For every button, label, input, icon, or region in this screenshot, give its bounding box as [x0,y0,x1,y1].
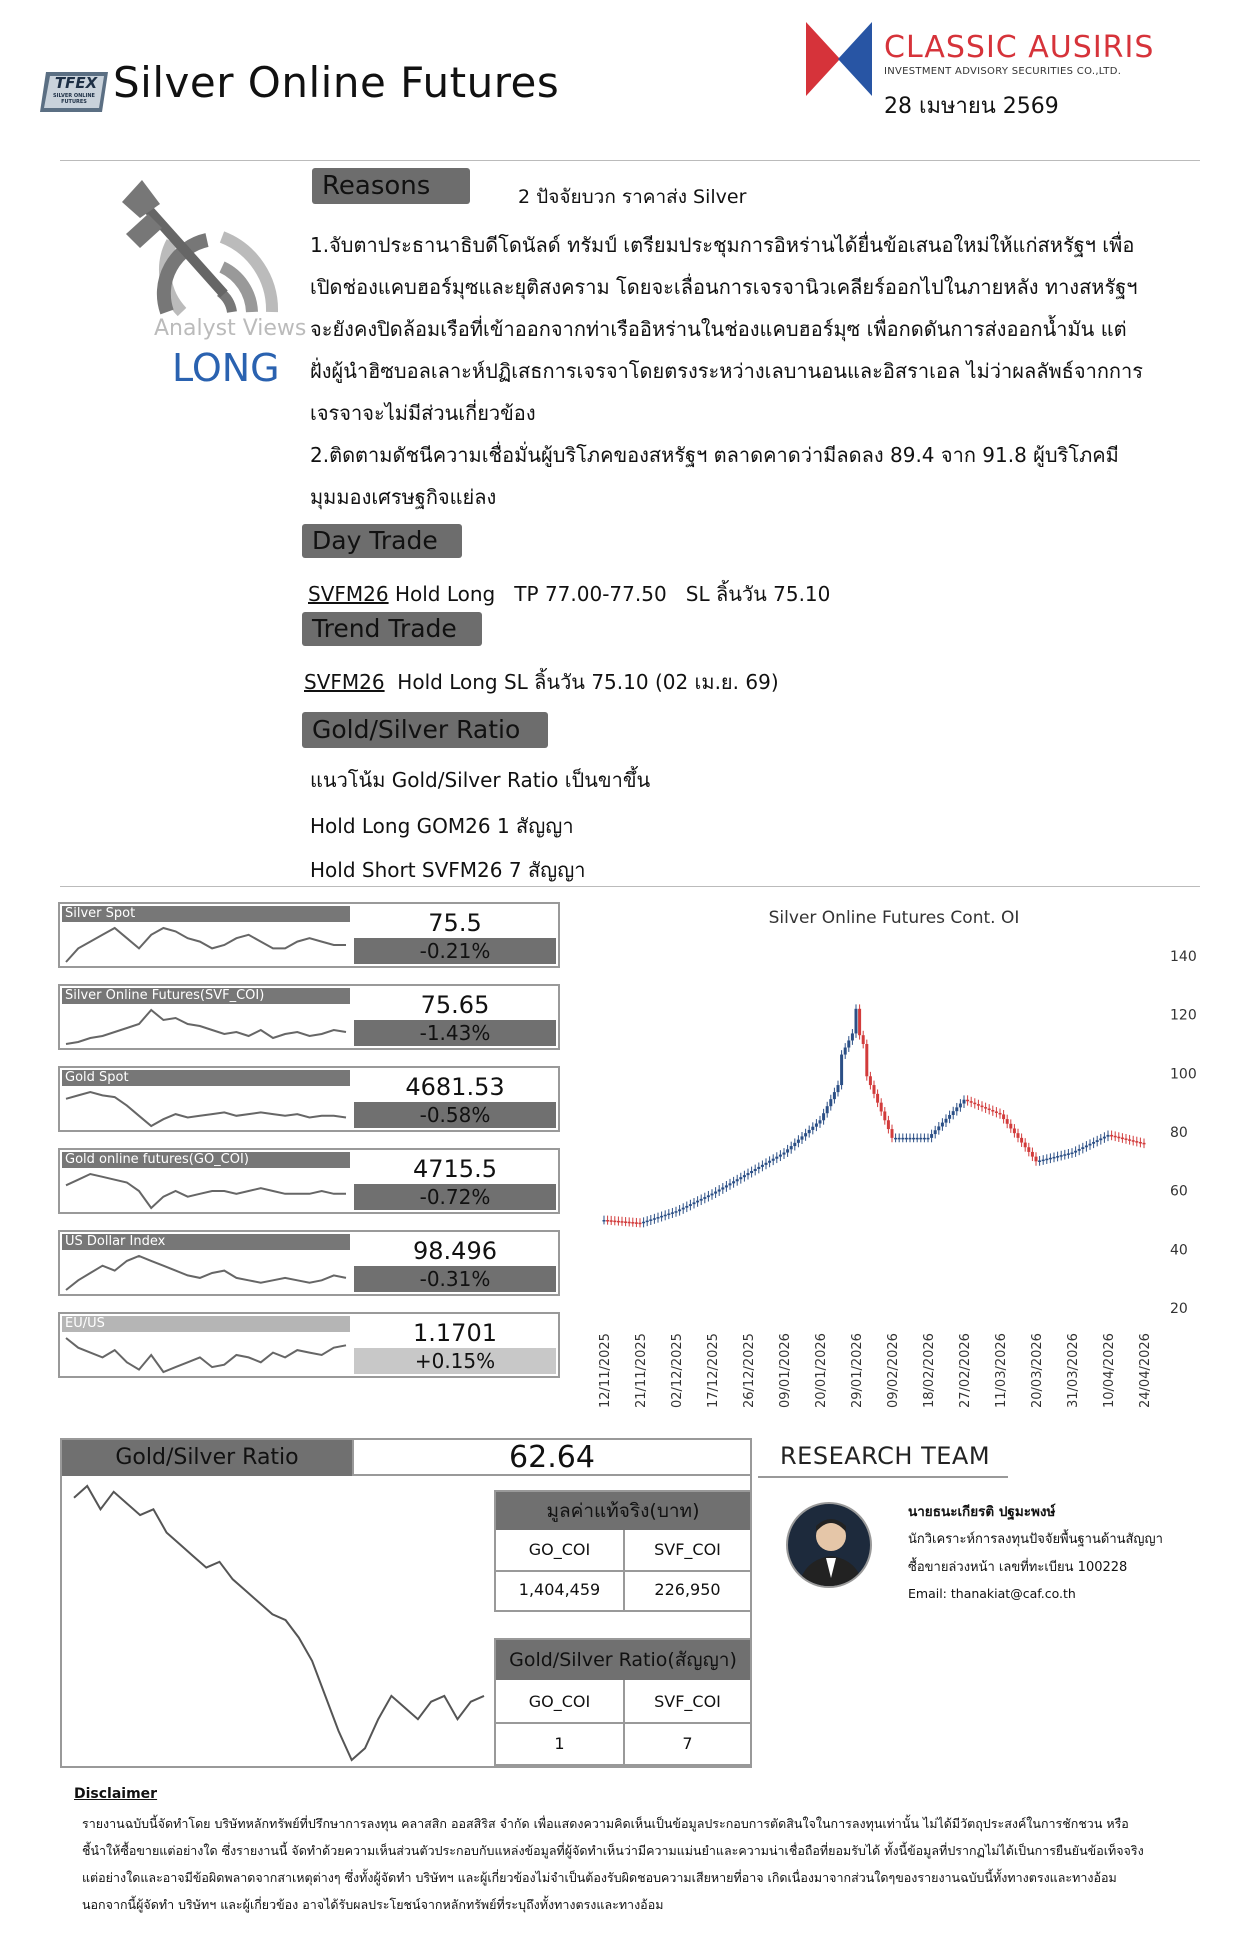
oi-candle [743,1175,746,1177]
oi-candle [945,1119,948,1123]
oi-y-tick: 80 [1170,1125,1188,1141]
oi-candle [934,1130,937,1134]
oi-y-tick: 120 [1170,1007,1197,1024]
oi-candle [855,1009,858,1034]
oi-candle [624,1221,627,1223]
oi-candle [747,1173,750,1175]
oi-candle [963,1100,966,1104]
day-trade-symbol: SVFM26 [308,582,389,606]
quote-sparkline [64,1004,348,1048]
oi-candle [675,1211,678,1213]
oi-candle [873,1085,876,1094]
oi-candle [840,1055,843,1086]
oi-candle [1045,1159,1048,1161]
oi-candle [959,1104,962,1108]
oi-candle [977,1104,980,1106]
oi-candle [1114,1136,1117,1138]
oi-candle [905,1138,908,1140]
target-icon [112,172,302,322]
quote-sparkline-line [66,1174,346,1208]
oi-candle [664,1215,667,1217]
reasons-label: Reasons [312,168,470,204]
oi-x-tick: 29/01/2026 [850,1333,865,1408]
quote-panel [58,1066,560,1132]
oi-candle [754,1169,757,1171]
ratio-contracts-val2: 7 [682,1734,693,1753]
research-divider [758,1476,1008,1478]
oi-candle [984,1107,987,1109]
oi-candle [1085,1145,1088,1147]
oi-candle [973,1103,976,1105]
oi-candle [646,1221,649,1223]
quote-name: EU/US [62,1316,350,1332]
oi-candle [862,1035,865,1044]
oi-candle [783,1153,786,1155]
oi-candle [617,1221,620,1223]
oi-candle [761,1165,764,1167]
report-date: 28 เมษายน 2569 [884,94,1059,119]
oi-candle [1132,1140,1135,1142]
oi-candle [1107,1135,1110,1137]
oi-candle [1128,1139,1131,1141]
oi-candle [660,1216,663,1218]
oi-candle [887,1120,890,1129]
oi-x-tick: 31/03/2026 [1066,1333,1081,1408]
oi-candle [768,1161,771,1163]
oi-candle [678,1209,681,1211]
header-divider [60,160,1200,161]
ratio-contracts-col2: SVF_COI [654,1692,721,1711]
analyst-name: นายธนะเกียรติ ปฐมะพงษ์ [908,1504,1056,1520]
reason-line: เจรจาจะไม่มีส่วนเกี่ยวข้อง [310,401,536,425]
fair-value-title: มูลค่าแท้จริง(บาท) [496,1492,750,1530]
oi-candle [671,1212,674,1214]
quote-panel [58,1312,560,1378]
tfex-badge-text: TFEX [54,74,98,92]
oi-x-tick: 27/02/2026 [958,1333,973,1408]
oi-x-tick: 21/11/2025 [634,1333,649,1408]
oi-candle [801,1136,804,1139]
oi-chart [574,896,1204,1416]
company-logo-subtitle: INVESTMENT ADVISORY SECURITIES CO.,LTD. [884,66,1122,77]
oi-candle [1117,1137,1120,1139]
quote-panel [58,984,560,1050]
ratio-strategy-line: แนวโน้ม Gold/Silver Ratio เป็นขาขึ้น [310,768,651,792]
quote-change: -0.58% [354,1102,556,1128]
oi-candle [685,1206,688,1208]
oi-candle [981,1106,984,1108]
ratio-strategy-label: Gold/Silver Ratio [302,712,548,748]
oi-candle [1143,1143,1146,1145]
oi-candle [1060,1155,1063,1157]
oi-candle [682,1208,685,1210]
oi-candle [999,1113,1002,1115]
oi-chart-plot [574,896,1204,1416]
oi-candle [1063,1154,1066,1156]
oi-candle [628,1222,631,1224]
oi-y-tick: 140 [1170,949,1197,965]
oi-candle [1081,1147,1084,1149]
quote-sparkline-line [66,1338,346,1372]
day-trade-text: Hold Long TP 77.00-77.50 SL ลิ้นวัน 75.10 [388,582,831,606]
disclaimer-line: แต่อย่างใดและอาจมีข้อผิดพลาดจากสาเหตุต่างๆ ซึ่งทั้งผู้จัดทำ บริษัทฯ และผู้เกี่ยวข้องไม่จำเป็นต้องรับผิดชอบความเสียหายที่อาจ เกิดเนื่องมาจากส่วนใดๆของรายงานฉบับนี้ทั้งทางตรงและทางอ้อม [82,1870,1117,1885]
oi-chart-title: Silver Online Futures Cont. OI [768,908,1020,928]
quote-sparkline [64,1250,348,1294]
oi-candle [718,1189,721,1191]
quote-value: 75.65 [420,991,490,1019]
oi-candle [1067,1153,1070,1155]
oi-candle [689,1204,692,1206]
analyst-views-caption: Analyst Views [154,316,307,341]
oi-candle [729,1183,732,1185]
oi-x-tick: 20/01/2026 [814,1333,829,1408]
quote-sparkline-line [66,1010,346,1044]
oi-candle [1135,1141,1138,1143]
oi-y-tick: 100 [1170,1066,1197,1083]
quote-change: +0.15% [354,1348,556,1374]
oi-candle [930,1134,933,1138]
oi-x-tick: 02/12/2025 [670,1333,685,1408]
quote-sparkline-line [66,1092,346,1126]
oi-candle [988,1109,991,1111]
fair-value-val1: 1,404,459 [518,1580,601,1599]
oi-candle [714,1192,717,1194]
oi-candle [1071,1153,1074,1155]
oi-candle [995,1111,998,1113]
oi-candle [804,1133,807,1136]
page-title: Silver Online Futures [113,58,560,107]
ratio-box-value: 62.64 [352,1440,750,1476]
ratio-contracts-col1: GO_COI [528,1692,591,1711]
oi-candle [613,1221,616,1223]
oi-candle [1078,1149,1081,1151]
tfex-badge [38,68,110,116]
oi-candle [639,1223,642,1225]
oi-candle [606,1220,609,1222]
oi-candle [919,1138,922,1140]
oi-x-tick: 09/01/2026 [778,1333,793,1408]
oi-candle [635,1222,638,1224]
oi-candle [757,1167,760,1169]
oi-candle [952,1111,955,1115]
oi-candle [1103,1137,1106,1139]
section-divider [60,886,1200,887]
reasons-heading: 2 ปัจจัยบวก ราคาส่ง Silver [518,186,747,208]
quote-panel [58,1148,560,1214]
quote-name: US Dollar Index [62,1234,350,1250]
oi-candle [786,1149,789,1152]
trend-trade-label: Trend Trade [302,612,482,646]
oi-candle [603,1220,606,1222]
oi-candle [1092,1142,1095,1144]
quote-name: Silver Spot [62,906,350,922]
oi-candle [725,1185,728,1187]
oi-candle [894,1138,897,1140]
oi-candle [1049,1158,1052,1160]
oi-candle [739,1177,742,1179]
quote-sparkline [64,922,348,966]
oi-candle [829,1099,832,1106]
classic-ausiris-logo-mark [806,22,872,96]
oi-x-tick: 12/11/2025 [598,1333,613,1408]
fair-value-col1: GO_COI [528,1540,591,1559]
oi-candle [1038,1160,1041,1162]
oi-x-tick: 18/02/2026 [922,1333,937,1408]
oi-candle [966,1100,969,1102]
oi-candle [898,1138,901,1140]
oi-candle [610,1220,613,1222]
oi-candle [765,1163,768,1165]
oi-candle [1089,1144,1092,1146]
quote-change: -0.31% [354,1266,556,1292]
quote-name: Silver Online Futures(SVF_COI) [62,988,350,1004]
fair-value-table [494,1490,752,1612]
trend-trade-line [304,666,779,698]
day-trade-line [308,578,830,610]
oi-x-tick: 17/12/2025 [706,1333,721,1408]
oi-x-tick: 20/03/2026 [1030,1333,1045,1408]
oi-candle [1002,1114,1005,1119]
ratio-sparkline-line [74,1486,484,1760]
analyst-role: นักวิเคราะห์การลงทุนปัจจัยพื้นฐานด้านสัญญา [908,1532,1163,1547]
ratio-contracts-title: Gold/Silver Ratio(สัญญา) [496,1640,750,1680]
oi-candle [851,1033,854,1040]
reason-line: 2.ติดตามดัชนีความเชื่อมั่นผู้บริโภคของสหรัฐฯ ตลาดคาดว่ามีลดลง 89.4 จาก 91.8 ผู้บริโภคมี [310,443,1119,467]
trend-trade-text: Hold Long SL ลิ้นวัน 75.10 (02 เม.ย. 69) [384,670,779,694]
oi-candle [876,1094,879,1103]
oi-candle [642,1222,645,1224]
tfex-badge-subtext: SILVER ONLINE FUTURES [53,93,95,105]
oi-candle [797,1140,800,1143]
ratio-strategy-line: Hold Short SVFM26 7 สัญญา [310,858,586,882]
oi-candle [1006,1119,1009,1124]
oi-candle [1121,1138,1124,1140]
oi-candle [779,1155,782,1157]
reasons-body [310,224,1200,518]
research-team-title: RESEARCH TEAM [780,1442,991,1470]
oi-candle [711,1194,714,1196]
oi-y-tick: 40 [1170,1242,1188,1259]
quote-value: 4715.5 [413,1155,497,1183]
oi-candle [700,1199,703,1201]
fair-value-val2: 226,950 [654,1580,721,1599]
signal-label: LONG [172,346,280,390]
ratio-strategy-line: Hold Long GOM26 1 สัญญา [310,814,574,838]
oi-candle [811,1127,814,1130]
oi-candle [923,1138,926,1140]
oi-candle [955,1107,958,1111]
quote-sparkline [64,1332,348,1376]
oi-candle [858,1009,861,1035]
oi-candle [901,1138,904,1140]
quote-value: 75.5 [428,909,482,937]
quote-sparkline [64,1168,348,1212]
oi-candle [970,1101,973,1103]
oi-candle [927,1138,930,1140]
oi-x-tick: 24/04/2026 [1138,1333,1153,1408]
oi-candle [826,1106,829,1113]
oi-candle [865,1044,868,1076]
oi-x-tick: 26/12/2025 [742,1333,757,1408]
reason-line: จะยังคงปิดล้อมเรือที่เข้าออกจากท่าเรืออิหร่านในช่องแคบฮอร์มุซ เพื่อกดดันการส่งออกน้ำมัน แต่ [310,317,1127,341]
oi-candle [844,1048,847,1055]
oi-candle [815,1123,818,1126]
oi-y-tick: 60 [1170,1183,1188,1200]
oi-candle [790,1146,793,1149]
oi-candle [732,1181,735,1183]
quote-panel [58,1230,560,1296]
oi-candle [703,1197,706,1199]
ratio-sparkline [64,1478,490,1768]
analyst-license: ซื้อขายล่วงหน้า เลขที่ทะเบียน 100228 [908,1560,1128,1575]
company-logo-name: CLASSIC AUSIRIS [884,30,1155,65]
oi-candle [808,1130,811,1133]
oi-candle [649,1219,652,1221]
ratio-contracts-table [494,1638,752,1766]
oi-candle [721,1187,724,1189]
oi-candle [1017,1133,1020,1138]
quote-value: 1.1701 [413,1319,497,1347]
ratio-contracts-val1: 1 [554,1734,565,1753]
analyst-avatar [786,1502,872,1588]
oi-candle [775,1157,778,1159]
oi-candle [653,1218,656,1220]
oi-x-tick: 09/02/2026 [886,1333,901,1408]
oi-candle [1139,1142,1142,1144]
oi-candle [621,1221,624,1223]
oi-candle [833,1092,836,1099]
oi-candle [1053,1157,1056,1159]
oi-candle [822,1113,825,1120]
oi-candle [1074,1151,1077,1153]
oi-candle [991,1110,994,1112]
oi-candle [948,1115,951,1119]
quote-change: -1.43% [354,1020,556,1046]
oi-candle [707,1195,710,1197]
disclaimer-line: ชี้นำให้ซื้อขายแต่อย่างใด ซึ่งรายงานนี้ จัดทำด้วยความเห็นส่วนตัวประกอบกับแหล่งข้อมูลที่ผู้จัดทำเห็นว่ามีความแม่นยำและความน่าเชื่อถือที่ยอมรับได้ ทั้งนี้ข้อมูลที่ปรากฏไม่ได้เป็นการยืนยันข้อเท็จจริง [82,1843,1144,1858]
oi-candle [1125,1138,1128,1140]
oi-candle [1027,1147,1030,1152]
oi-candle [1024,1143,1027,1148]
day-trade-label: Day Trade [302,524,462,558]
oi-candle [819,1120,822,1123]
oi-y-tick: 20 [1170,1301,1188,1317]
oi-candle [1031,1152,1034,1157]
quote-panel [58,902,560,968]
oi-candle [847,1040,850,1047]
fair-value-col2: SVF_COI [654,1540,721,1559]
oi-candle [750,1171,753,1173]
quote-name: Gold online futures(GO_COI) [62,1152,350,1168]
disclaimer-body [82,1810,1202,1918]
quote-change: -0.72% [354,1184,556,1210]
oi-candle [1009,1124,1012,1129]
quote-value: 4681.53 [405,1073,505,1101]
oi-candle [1035,1157,1038,1162]
disclaimer-line: รายงานฉบับนี้จัดทำโดย บริษัทหลักทรัพย์ที่ปรึกษาการลงทุน คลาสสิก ออสสิริส จำกัด เพื่อแสดงความคิดเห็นเป็นข้อมูลประกอบการตัดสินใจในการลงทุนเท่านั้น ไม่ได้มีวัตถุประสงค์ในการชักชวน หรือ [82,1816,1129,1831]
oi-x-tick: 11/03/2026 [994,1333,1009,1408]
oi-candle [696,1201,699,1203]
oi-candle [937,1126,940,1130]
oi-candle [772,1159,775,1161]
oi-candle [941,1123,944,1127]
oi-candle [883,1111,886,1120]
quote-change: -0.21% [354,938,556,964]
oi-candle [869,1076,872,1085]
oi-candle [1110,1135,1113,1137]
oi-candle [693,1202,696,1204]
disclaimer-line: นอกจากนี้ผู้จัดทำ บริษัทฯ และผู้เกี่ยวข้อง อาจได้รับผลประโยชน์จากหลักทรัพย์ที่ระบุถึงทั้งทางตรงและทางอ้อม [82,1897,664,1912]
oi-candle [667,1214,670,1216]
quote-sparkline [64,1086,348,1130]
oi-candle [657,1217,660,1219]
oi-candle [837,1085,840,1092]
quote-sparkline-line [66,1256,346,1290]
oi-candle [1020,1138,1023,1143]
oi-x-tick: 10/04/2026 [1102,1333,1117,1408]
oi-candle [1013,1128,1016,1133]
reason-line: มุมมองเศรษฐกิจแย่ลง [310,485,497,509]
trend-trade-symbol: SVFM26 [304,670,385,694]
quote-sparkline-line [66,928,346,962]
oi-candle [880,1103,883,1112]
oi-candle [1042,1160,1045,1162]
oi-candle [912,1138,915,1140]
reason-line: 1.จับตาประธานาธิบดีโดนัลด์ ทรัมป์ เตรียมประชุมการอิหร่านได้ยื่นข้อเสนอใหม่ให้แก่สหรัฐฯ เพื่อ [310,233,1135,257]
oi-candle [916,1138,919,1140]
ratio-box-label: Gold/Silver Ratio [62,1440,352,1476]
disclaimer-label: Disclaimer [74,1786,158,1802]
analyst-email: Email: thanakiat@caf.co.th [908,1586,1076,1601]
oi-candle [1096,1140,1099,1142]
oi-candle [1099,1138,1102,1140]
oi-candle [1056,1156,1059,1158]
oi-candle [736,1179,739,1181]
quote-value: 98.496 [413,1237,497,1265]
oi-candle [909,1138,912,1140]
oi-candle [631,1222,634,1224]
oi-candle [891,1129,894,1138]
oi-candle [793,1143,796,1146]
reason-line: ฝั่งผู้นำฮิซบอลเลาะห์ปฏิเสธการเจรจาโดยตรงระหว่างเลบานอนและอิสราเอล ไม่ว่าผลลัพธ์จากการ [310,359,1144,383]
quote-name: Gold Spot [62,1070,350,1086]
reason-line: เปิดช่องแคบฮอร์มุซและยุติสงคราม โดยจะเลื่อนการเจรจานิวเคลียร์ออกไปในภายหลัง ทางสหรัฐฯ [310,275,1138,299]
